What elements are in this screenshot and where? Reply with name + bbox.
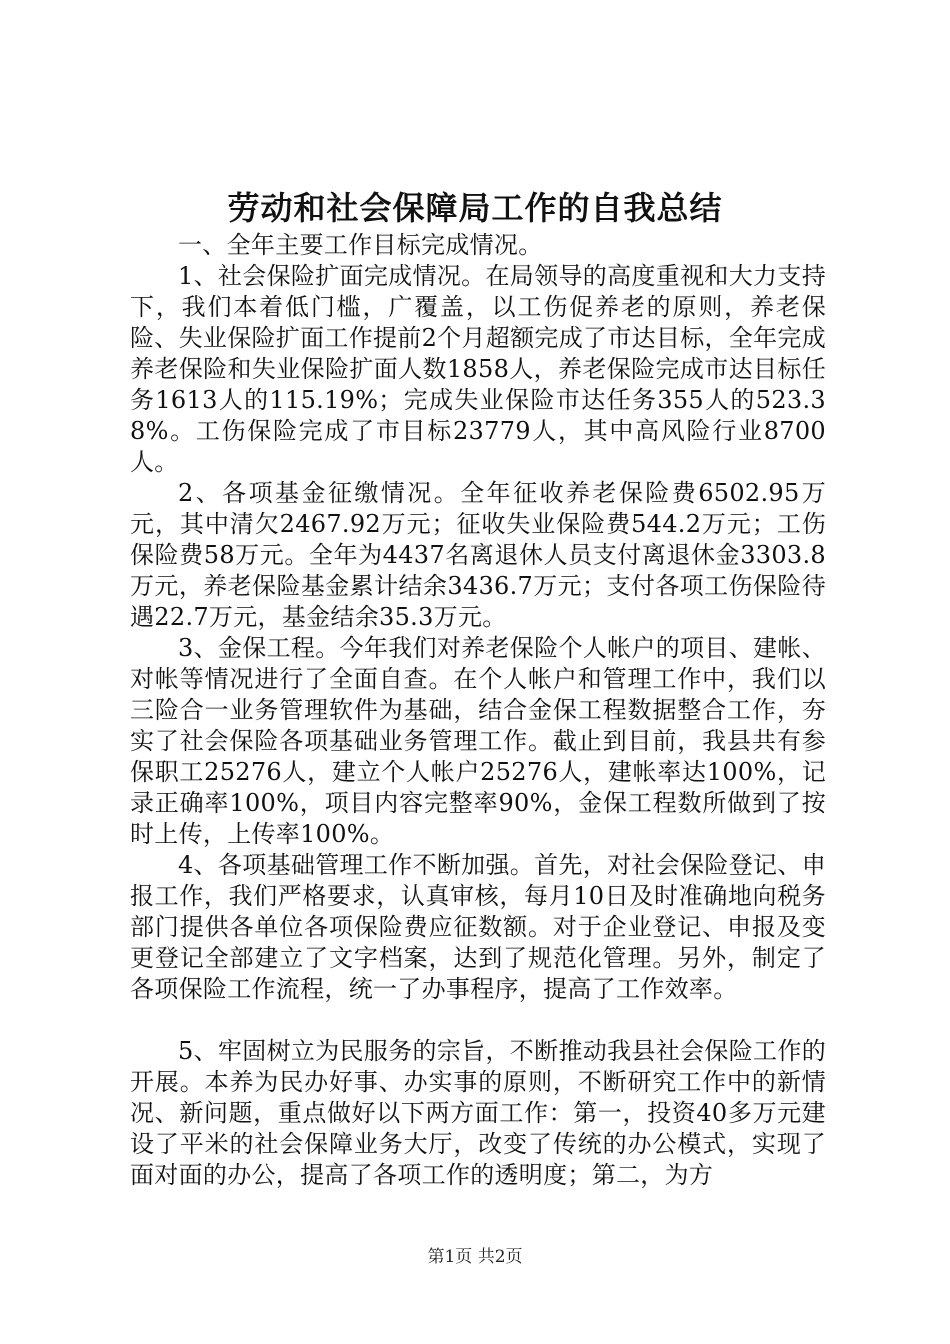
page-number-footer: 第1页 共2页	[427, 1247, 523, 1267]
paragraph-insurance-expansion: 1、社会保险扩面完成情况。在局领导的高度重视和大力支持下，我们本着低门槛，广覆盖，以工伤促养老的原则，养老保险、失业保险扩面工作提前2个月超额完成了市达目标，全年完成养老保险和失业保险扩面人数1858人，养老保险完成市达目标任务1613人的115.19%；完成失业保险市达任务355人的523.38%。工伤保险完成了市目标23779人，其中高风险行业8700人。	[130, 262, 826, 476]
paragraph-public-service: 5、牢固树立为民服务的宗旨，不断推动我县社会保险工作的开展。本养为民办好事、办实事的原则，不断研究工作中的新情况、新问题，重点做好以下两方面工作：第一，投资40多万元建设了平米的社会保障业务大厅，改变了传统的办公模式，实现了面对面的办公，提高了各项工作的透明度；第二，为方	[130, 1037, 826, 1189]
paragraph-basic-management: 4、各项基础管理工作不断加强。首先，对社会保险登记、申报工作，我们严格要求，认真审核，每月10日及时准确地向税务部门提供各单位各项保险费应征数额。对于企业登记、申报及变更登记全部建立了文字档案，达到了规范化管理。另外，制定了各项保险工作流程，统一了办事程序，提高了工作效率。	[130, 851, 826, 1003]
paragraph-golden-insurance-project: 3、金保工程。今年我们对养老保险个人帐户的项目、建帐、对帐等情况进行了全面自查。在个人帐户和管理工作中，我们以三险合一业务管理软件为基础，结合金保工程数据整合工作，夯实了社会保险各项基础业务管理工作。截止到目前，我县共有参保职工25276人，建立个人帐户25276人，建帐率达100%，记录正确率100%，项目内容完整率90%，金保工程数所做到了按时上传，上传率100%。	[130, 634, 826, 848]
document-title: 劳动和社会保障局工作的自我总结	[227, 189, 723, 227]
paragraph-spacer	[130, 1005, 826, 1036]
paragraph-fund-collection: 2、各项基金征缴情况。全年征收养老保险费6502.95万元，其中清欠2467.92万元；征收失业保险费544.2万元；工伤保险费58万元。全年为4437名离退休人员支付离退休金3303.8万元，养老保险基金累计结余3436.7万元；支付各项工伤保险待遇22.7万元，基金结余35.3万元。	[130, 479, 826, 631]
document-body	[130, 230, 826, 1191]
section-heading-1: 一、全年主要工作目标完成情况。	[178, 231, 543, 259]
